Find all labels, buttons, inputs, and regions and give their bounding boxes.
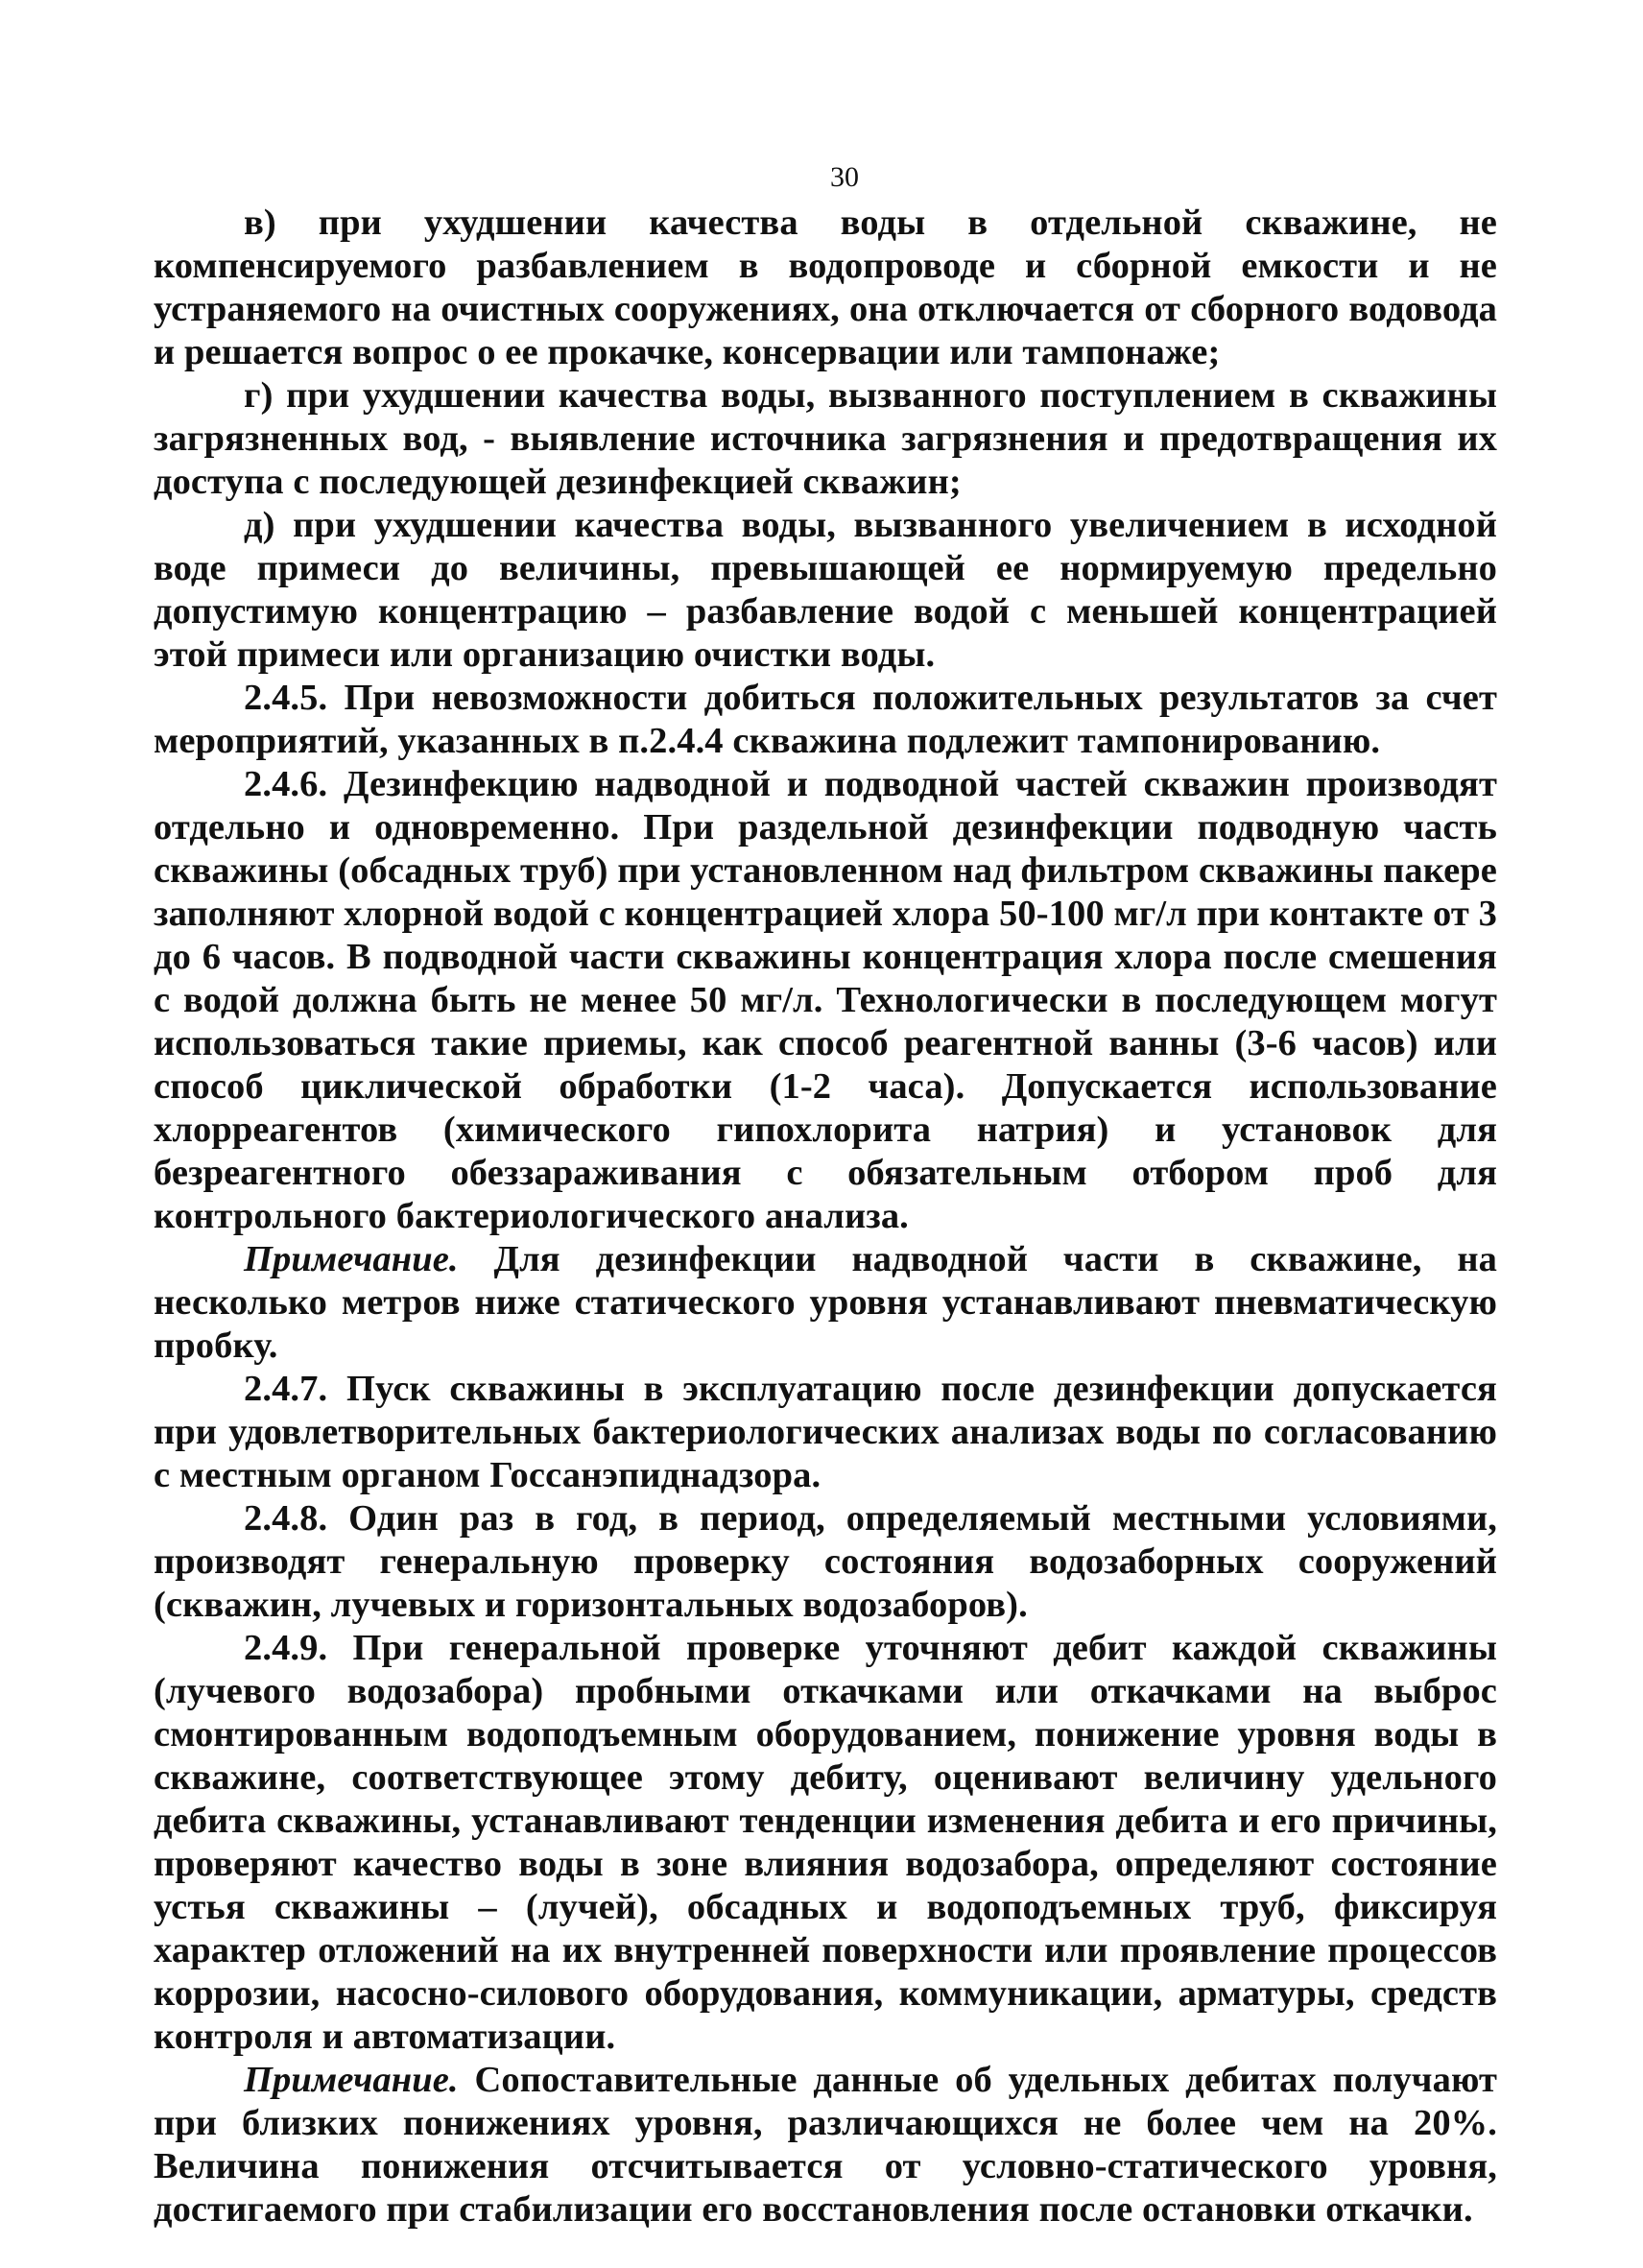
document-page	[154, 161, 1497, 2232]
paragraph-2-4-8: 2.4.8. Один раз в год, в период, определяемый местными условиями, производят генеральную проверку состояния водозаборных сооружений (скважин, лучевых и горизонтальных водозаборов).	[154, 1498, 1497, 1625]
note-paragraph-2	[154, 2059, 1497, 2232]
paragraph-2-4-6: 2.4.6. Дезинфекцию надводной и подводной частей скважин производят отдельно и одновременно. При раздельной дезинфекции подводную часть скважины (обсадных труб) при установленном над фильтром скважины пакере заполняют хлорной водой с концентрацией хлора 50-100 мг/л при контакте от 3 до 6 часов. В подводной части скважины концентрация хлора после смешения с водой должна быть не менее 50 мг/л. Технологически в последующем могут использоваться такие приемы, как способ реагентной ванны (3-6 часов) или способ циклической обработки (1-2 часа). Допускается использование хлорреагентов (химического гипохлорита натрия) и установок для безреагентного обеззараживания с обязательным отбором проб для контрольного бактериологического анализа.	[154, 764, 1497, 1236]
paragraph-2-4-9: 2.4.9. При генеральной проверке уточняют дебит каждой скважины (лучевого водозабора) пробными откачками или откачками на выброс смонтированным водоподъемным оборудованием, понижение уровня воды в скважине, соответствующее этому дебиту, оценивают величину удельного дебита скважины, устанавливают тенденции изменения дебита и его причины, проверяют качество воды в зоне влияния водозабора, определяют состояние устья скважины – (лучей), обсадных и водоподъемных труб, фиксируя характер отложений на их внутренней поверхности или проявление процессов коррозии, насосно-силового оборудования, коммуникации, арматуры, средств контроля и автоматизации.	[154, 1628, 1497, 2057]
page-number: 30	[830, 161, 859, 193]
paragraph-item-v: в) при ухудшении качества воды в отдельной скважине, не компенсируемого разбавлением в водопроводе и сборной емкости и не устраняемого на очистных сооружениях, она отключается от сборного водовода и решается вопрос о ее прокачке, консервации или тампонаже;	[154, 203, 1497, 372]
paragraph-item-g: г) при ухудшении качества воды, вызванного поступлением в скважины загрязненных вод, - выявление источника загрязнения и предотвращения их доступа с последующей дезинфекцией скважин;	[154, 375, 1497, 502]
note-text: Сопоставительные данные об удельных дебитах получают при близких понижениях уровня, различающихся не более чем на 20%. Величина понижения отсчитывается от условно-статического уровня, достигаемого при стабилизации его восстановления после остановки откачки.	[154, 2060, 1497, 2230]
note-text: Для дезинфекции надводной части в скважине, на несколько метров ниже статического уровня устанавливают пневматическую пробку.	[154, 1239, 1497, 1366]
paragraph-2-4-7: 2.4.7. Пуск скважины в эксплуатацию после дезинфекции допускается при удовлетворительных бактериологических анализах воды по согласованию с местным органом Госсанэпиднадзора.	[154, 1369, 1497, 1495]
paragraph-2-4-5: 2.4.5. При невозможности добиться положительных результатов за счет мероприятий, указанных в п.2.4.4 скважина подлежит тампонированию.	[154, 678, 1497, 761]
note-label: Примечание.	[244, 1239, 459, 1279]
note-label: Примечание.	[244, 2060, 459, 2100]
note-paragraph-1	[154, 1238, 1497, 1368]
paragraph-item-d: д) при ухудшении качества воды, вызванного увеличением в исходной воде примеси до величины, превышающей ее нормируемую предельно допустимую концентрацию – разбавление водой с меньшей концентрацией этой примеси или организацию очистки воды.	[154, 505, 1497, 675]
